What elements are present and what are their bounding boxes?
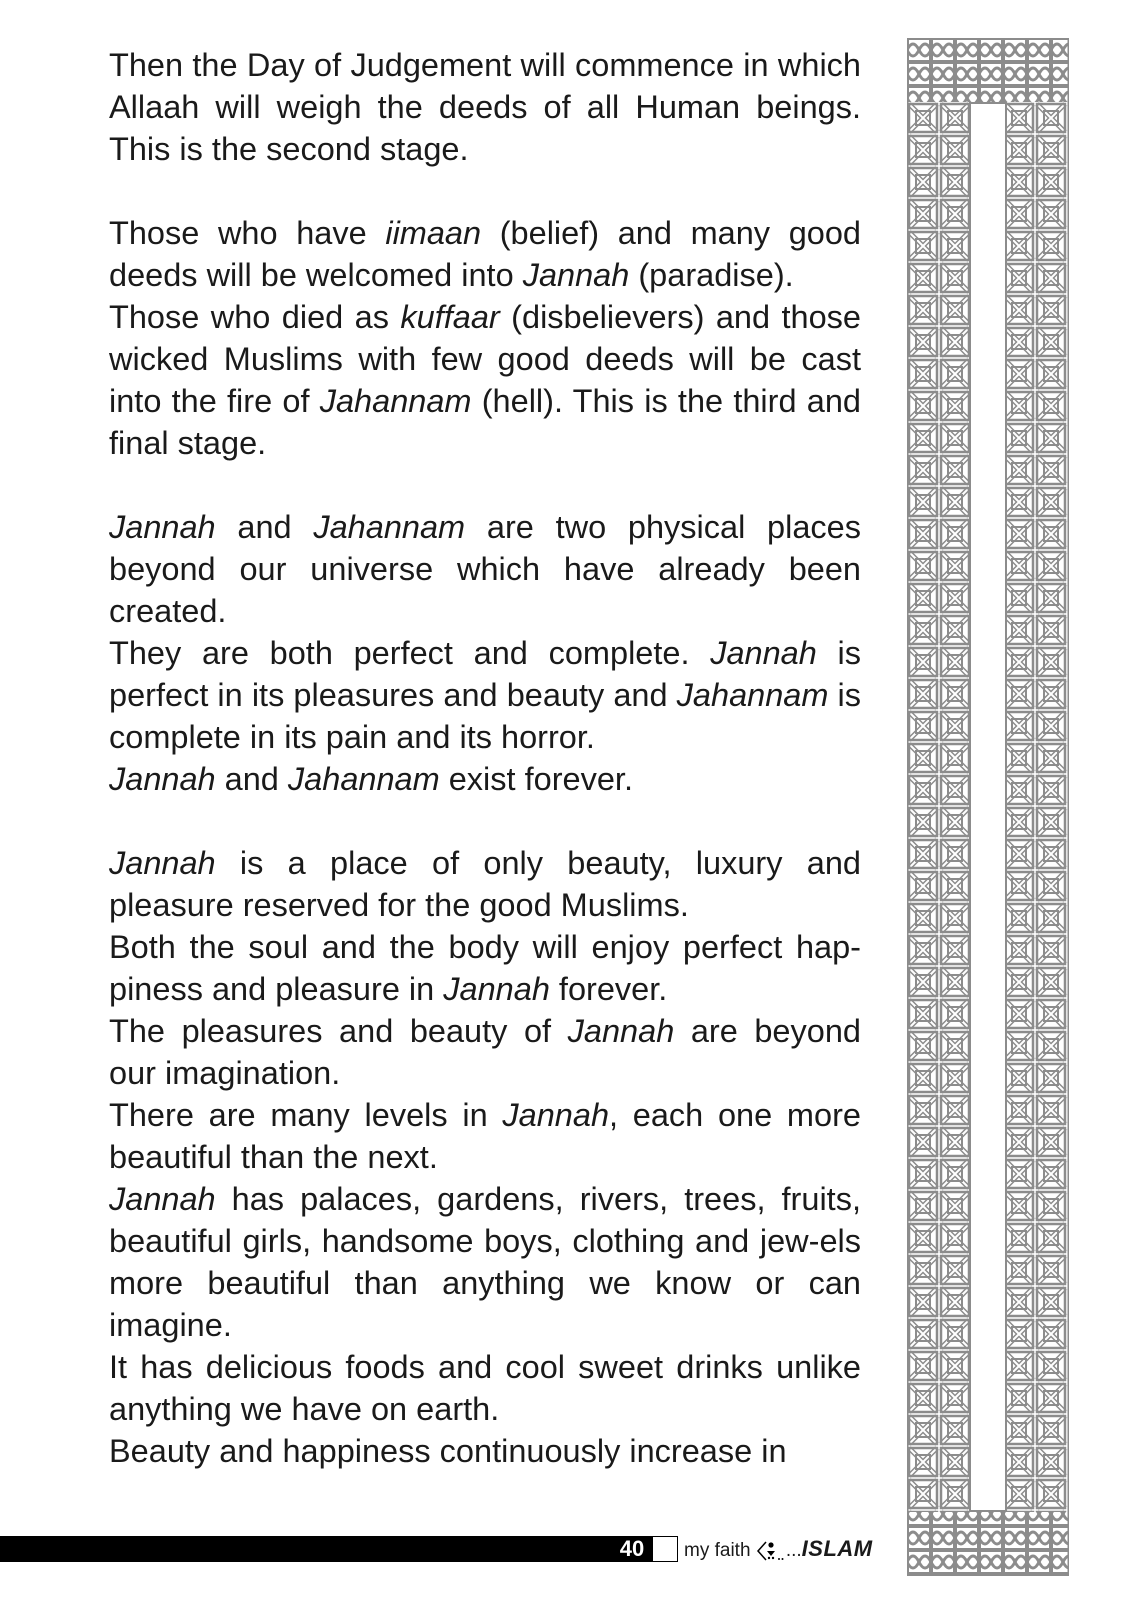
diamond-logo-icon <box>756 1540 786 1562</box>
page-number-box <box>652 1536 678 1562</box>
paragraph: Jannah and Jahannam exist forever. <box>109 761 633 797</box>
celtic-knot-border-icon <box>907 38 1069 1576</box>
paragraph: Beauty and happiness continuously increase in <box>109 1433 787 1469</box>
paragraph: The pleasures and beauty of Jannah are beyond our imagination. <box>109 1013 861 1091</box>
paragraph: Then the Day of Judgement will commence in which Allaah will weigh the deeds of all Human beings. This is the second stage. <box>109 47 861 167</box>
paragraph: Both the soul and the body will enjoy perfect hap-piness and pleasure in Jannah forever. <box>109 929 861 1007</box>
brand-prefix: my faith <box>684 1540 756 1561</box>
paragraph: Those who have iimaan (belief) and many good deeds will be welcomed into Jannah (paradise). <box>109 215 861 293</box>
paragraph: It has delicious foods and cool sweet drinks unlike anything we have on earth. <box>109 1349 861 1427</box>
brand-logo <box>684 1535 873 1563</box>
paragraph: Jannah has palaces, gardens, rivers, trees, fruits, beautiful girls, handsome boys, clothing and jew-els more beautiful than anything we know or can imagine. <box>109 1181 861 1343</box>
paragraph: There are many levels in Jannah, each one more beautiful than the next. <box>109 1097 861 1175</box>
brand-dots: ... <box>785 1540 802 1561</box>
page-number: 40 <box>619 1536 645 1561</box>
paragraph: Jannah is a place of only beauty, luxury and pleasure reserved for the good Muslims. <box>109 845 861 923</box>
paragraph: Those who died as kuffaar (disbelievers) and those wicked Muslims with few good deeds will be cast into the fire of Jahannam (hell). This is the third and final stage. <box>109 299 861 461</box>
paragraph: They are both perfect and complete. Jannah is perfect in its pleasures and beauty and Jahannam is complete in its pain and its horror. <box>109 635 862 755</box>
body-text <box>109 44 861 1472</box>
brand-name: ISLAM <box>801 1536 873 1561</box>
paragraph: Jannah and Jahannam are two physical places beyond our universe which have already been created. <box>109 509 861 629</box>
footer-bar <box>0 1536 652 1562</box>
